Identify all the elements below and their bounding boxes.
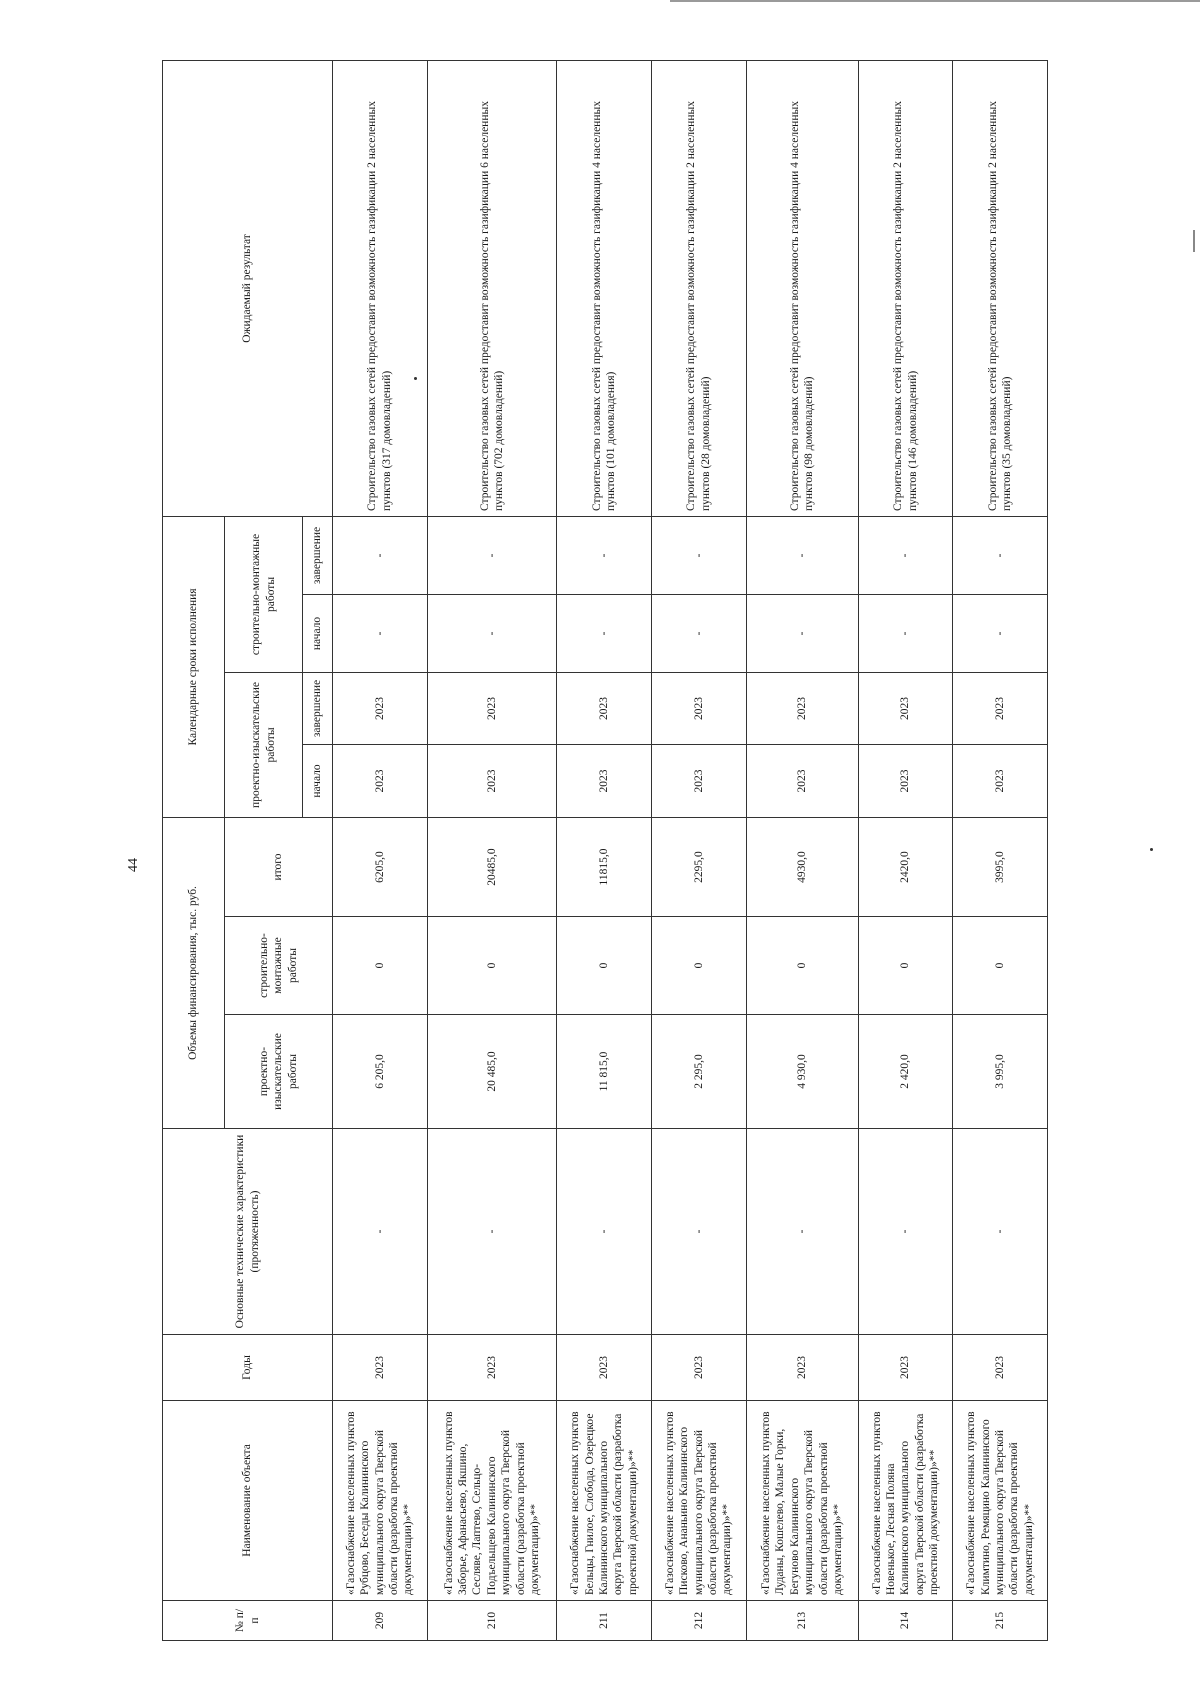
cell-object-name: «Газоснабжение населенных пунктов Бельцы, Гнилое, Слобода, Озерецкое Калининского муниципального округа Тверской области (разработка проектной документации)»** — [557, 1401, 652, 1601]
cell-design-start: 2023 — [652, 744, 747, 817]
cell-object-name: «Газоснабжение населенных пунктов Заборье, Афанасьево, Якшино, Сесляве, Лаптево, Сельцо-Подъельщево Калининского муниципального округа Тверской области (разработка проектной документации)»** — [427, 1401, 557, 1601]
table-row — [333, 60, 428, 1640]
cell-design-end: 2023 — [858, 672, 953, 744]
cell-construct-start: - — [333, 594, 428, 672]
header-schedule: Календарные сроки исполнения — [163, 516, 225, 817]
cell-fin-total: 2420,0 — [858, 817, 953, 916]
header-num: № п/п — [163, 1601, 333, 1641]
cell-fin-construct: 0 — [652, 917, 747, 1015]
header-finance: Объемы финансирования, тыс. руб. — [163, 817, 225, 1128]
cell-fin-construct: 0 — [557, 917, 652, 1015]
cell-year: 2023 — [557, 1335, 652, 1401]
cell-fin-construct: 0 — [427, 917, 557, 1015]
cell-num: 211 — [557, 1601, 652, 1641]
cell-fin-design: 4 930,0 — [746, 1015, 858, 1129]
cell-fin-total: 2295,0 — [652, 817, 747, 916]
cell-year: 2023 — [427, 1335, 557, 1401]
cell-object-name: «Газоснабжение населенных пунктов Писково, Ананьино Калининского муниципального округа Тверской области (разработка проектной документации)»** — [652, 1401, 747, 1601]
header-years: Годы — [163, 1335, 333, 1401]
cell-design-start: 2023 — [557, 744, 652, 817]
header-design-end: завершение — [303, 672, 333, 744]
cell-design-end: 2023 — [557, 672, 652, 744]
cell-tech: - — [746, 1129, 858, 1335]
cell-result: Строительство газовых сетей предоставит возможность газификации 2 населенных пунктов (317 домовладений) — [333, 60, 428, 516]
table-row — [557, 60, 652, 1640]
cell-construct-end: - — [746, 516, 858, 594]
cell-num: 215 — [953, 1601, 1048, 1641]
objects-table — [162, 60, 1048, 1641]
cell-num: 213 — [746, 1601, 858, 1641]
cell-result: Строительство газовых сетей предоставит возможность газификации 6 населенных пунктов (702 домовладений) — [427, 60, 557, 516]
table-row — [953, 60, 1048, 1640]
cell-construct-start: - — [652, 594, 747, 672]
header-sch-design: проектно-изыскательские работы — [225, 672, 303, 817]
cell-tech: - — [333, 1129, 428, 1335]
cell-fin-construct: 0 — [858, 917, 953, 1015]
cell-design-start: 2023 — [333, 744, 428, 817]
cell-object-name: «Газоснабжение населенных пунктов Луданы, Кошелево, Малые Горки, Бегуново Калининского муниципального округа Тверской области (разработка проектной документации)»** — [746, 1401, 858, 1601]
cell-fin-design: 3 995,0 — [953, 1015, 1048, 1129]
cell-construct-end: - — [333, 516, 428, 594]
cell-tech: - — [652, 1129, 747, 1335]
scan-speck — [1150, 848, 1153, 851]
cell-fin-construct: 0 — [746, 917, 858, 1015]
cell-fin-design: 6 205,0 — [333, 1015, 428, 1129]
cell-construct-end: - — [427, 516, 557, 594]
scan-margin-mark — [1193, 230, 1195, 252]
cell-tech: - — [858, 1129, 953, 1335]
cell-tech: - — [427, 1129, 557, 1335]
cell-design-start: 2023 — [746, 744, 858, 817]
header-fin-construct: строительно-монтажные работы — [225, 917, 333, 1015]
header-fin-design: проектно-изыскательские работы — [225, 1015, 333, 1129]
cell-construct-end: - — [953, 516, 1048, 594]
cell-object-name: «Газоснабжение населенных пунктов Климтино, Ремяцино Калининского муниципального округа Тверской области (разработка проектной документации)»** — [953, 1401, 1048, 1601]
cell-construct-start: - — [746, 594, 858, 672]
cell-object-name: «Газоснабжение населенных пунктов Рубцово, Беседы Калининского муниципального округа Тверской области (разработка проектной документации)»** — [333, 1401, 428, 1601]
cell-year: 2023 — [746, 1335, 858, 1401]
cell-result: Строительство газовых сетей предоставит возможность газификации 2 населенных пунктов (146 домовладений) — [858, 60, 953, 516]
cell-fin-design: 2 420,0 — [858, 1015, 953, 1129]
table-row — [427, 60, 557, 1640]
cell-construct-end: - — [557, 516, 652, 594]
header-sch-construct: строительно-монтажные работы — [225, 516, 303, 672]
cell-construct-end: - — [858, 516, 953, 594]
cell-fin-design: 2 295,0 — [652, 1015, 747, 1129]
cell-result: Строительство газовых сетей предоставит возможность газификации 4 населенных пунктов (101 домовладения) — [557, 60, 652, 516]
cell-num: 214 — [858, 1601, 953, 1641]
cell-fin-total: 6205,0 — [333, 817, 428, 916]
cell-design-start: 2023 — [427, 744, 557, 817]
cell-construct-start: - — [953, 594, 1048, 672]
header-tech: Основные технические характеристики (протяженность) — [163, 1129, 333, 1335]
cell-result: Строительство газовых сетей предоставит возможность газификации 2 населенных пунктов (35 домовладений) — [953, 60, 1048, 516]
header-design-start: начало — [303, 744, 333, 817]
header-fin-total: итого — [225, 817, 333, 916]
cell-result: Строительство газовых сетей предоставит возможность газификации 2 населенных пунктов (28 домовладений) — [652, 60, 747, 516]
cell-fin-total: 4930,0 — [746, 817, 858, 916]
cell-year: 2023 — [953, 1335, 1048, 1401]
cell-fin-total: 3995,0 — [953, 817, 1048, 916]
cell-construct-start: - — [427, 594, 557, 672]
cell-year: 2023 — [652, 1335, 747, 1401]
cell-object-name: «Газоснабжение населенных пунктов Новенькое, Лесная Поляна Калининского муниципального округа Тверской области (разработка проектной документации)»** — [858, 1401, 953, 1601]
cell-design-end: 2023 — [333, 672, 428, 744]
cell-fin-total: 20485,0 — [427, 817, 557, 916]
page-number: 44 — [126, 858, 141, 872]
cell-fin-design: 20 485,0 — [427, 1015, 557, 1129]
header-name: Наименование объекта — [163, 1401, 333, 1601]
cell-num: 210 — [427, 1601, 557, 1641]
cell-design-end: 2023 — [953, 672, 1048, 744]
cell-year: 2023 — [858, 1335, 953, 1401]
cell-result: Строительство газовых сетей предоставит возможность газификации 4 населенных пунктов (98 домовладений) — [746, 60, 858, 516]
header-construct-start: начало — [303, 594, 333, 672]
cell-design-end: 2023 — [746, 672, 858, 744]
cell-construct-start: - — [557, 594, 652, 672]
cell-tech: - — [557, 1129, 652, 1335]
rotated-table-container — [162, 61, 1048, 1641]
cell-tech: - — [953, 1129, 1048, 1335]
cell-design-start: 2023 — [858, 744, 953, 817]
cell-num: 212 — [652, 1601, 747, 1641]
scan-edge-line — [670, 0, 1200, 2]
cell-design-start: 2023 — [953, 744, 1048, 817]
cell-fin-design: 11 815,0 — [557, 1015, 652, 1129]
table-row — [746, 60, 858, 1640]
header-construct-end: завершение — [303, 516, 333, 594]
header-result: Ожидаемый результат — [163, 60, 333, 516]
cell-year: 2023 — [333, 1335, 428, 1401]
cell-num: 209 — [333, 1601, 428, 1641]
cell-construct-end: - — [652, 516, 747, 594]
table-row — [652, 60, 747, 1640]
table-row — [858, 60, 953, 1640]
cell-construct-start: - — [858, 594, 953, 672]
cell-fin-total: 11815,0 — [557, 817, 652, 916]
cell-design-end: 2023 — [652, 672, 747, 744]
cell-fin-construct: 0 — [953, 917, 1048, 1015]
cell-design-end: 2023 — [427, 672, 557, 744]
cell-fin-construct: 0 — [333, 917, 428, 1015]
